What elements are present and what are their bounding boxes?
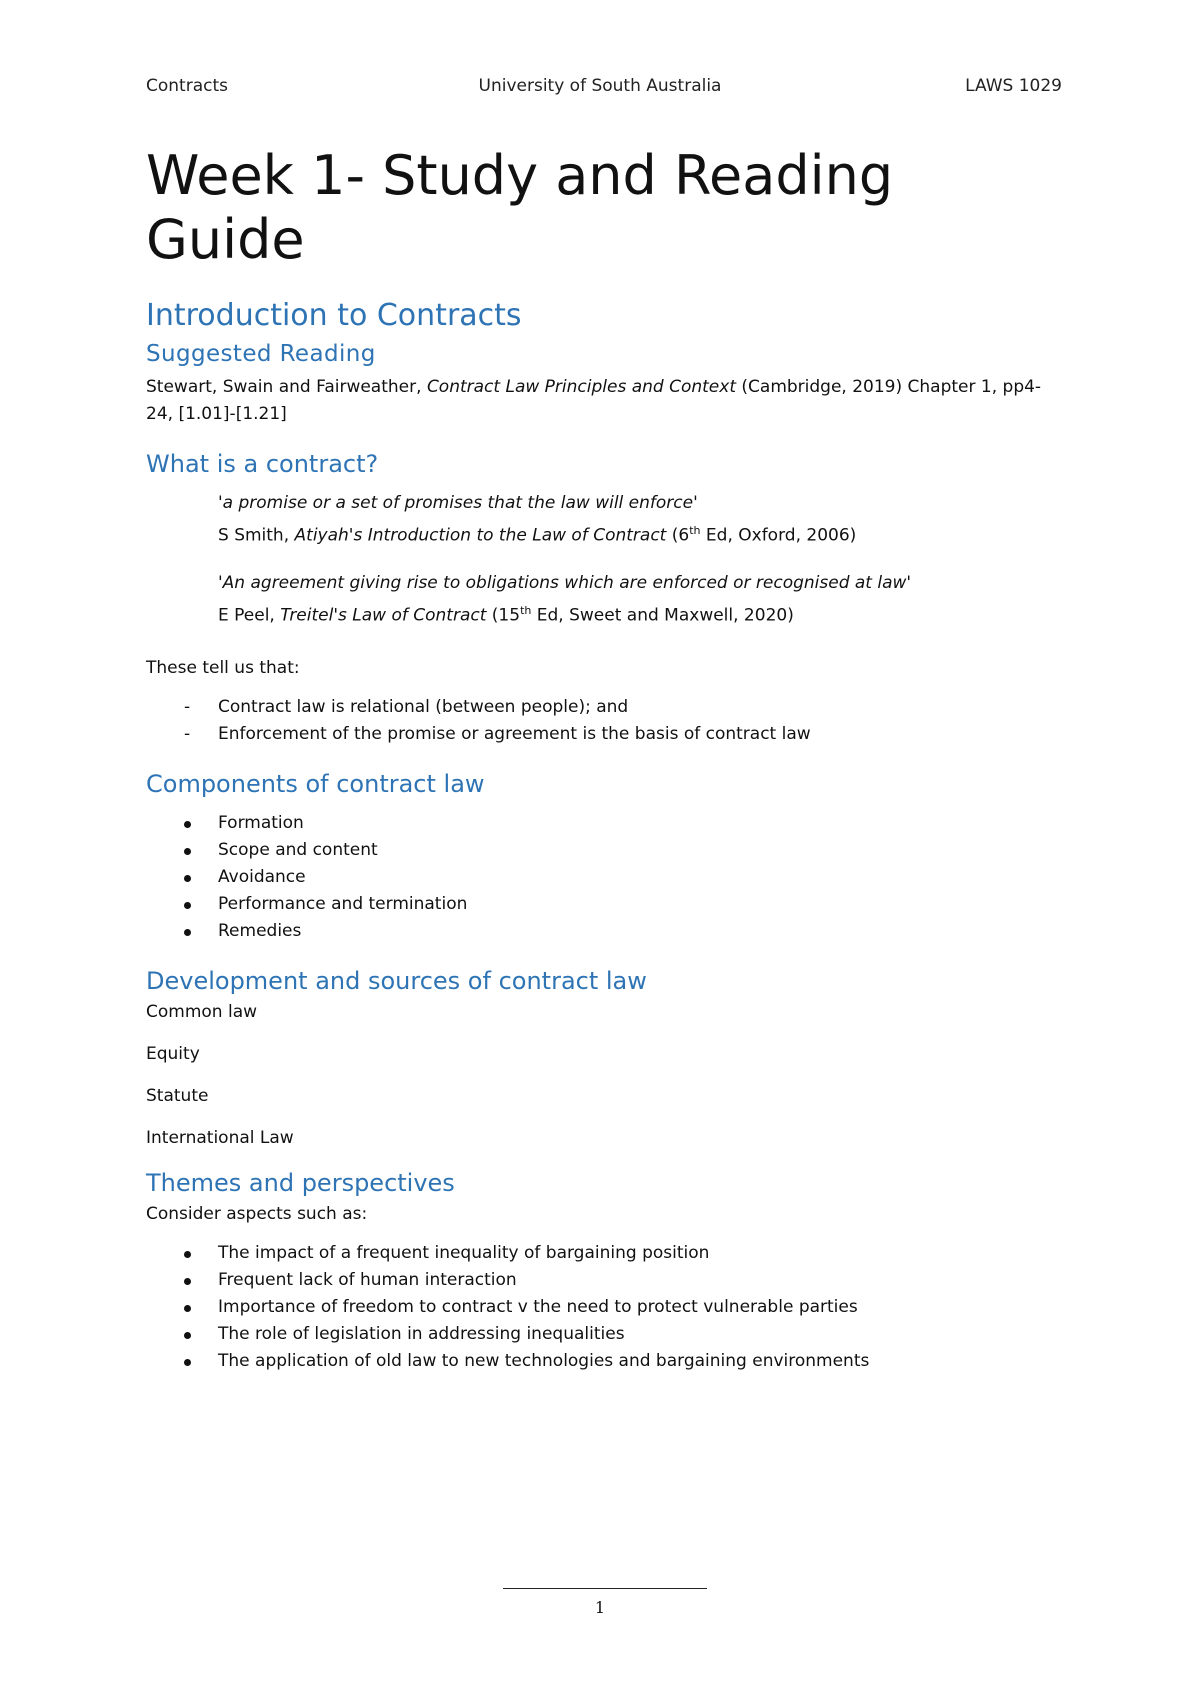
reading-reference bbox=[146, 374, 1066, 428]
quote-citation bbox=[218, 517, 1066, 550]
list-item-text: Frequent lack of human interaction bbox=[218, 1270, 517, 1291]
list-item-text: Enforcement of the promise or agreement is the basis of contract law bbox=[218, 724, 811, 745]
bullet-icon bbox=[184, 1332, 191, 1339]
components-list bbox=[146, 810, 1066, 945]
definition-quote-2 bbox=[218, 570, 1066, 630]
citation-publisher: Ed, Sweet and Maxwell, 2020) bbox=[531, 605, 794, 626]
list-item bbox=[146, 1348, 1066, 1375]
source-item: Statute bbox=[146, 1086, 209, 1107]
source-item: International Law bbox=[146, 1128, 294, 1149]
list-item bbox=[146, 1267, 1066, 1294]
bullet-icon bbox=[184, 1305, 191, 1312]
bullet-icon bbox=[184, 875, 191, 882]
quote-text: 'a promise or a set of promises that the law will enforce' bbox=[218, 493, 698, 513]
bullet-icon bbox=[184, 929, 191, 936]
reading-book-title: Contract Law Principles and Context bbox=[426, 377, 736, 397]
list-item bbox=[146, 810, 1066, 837]
themes-heading: Themes and perspectives bbox=[146, 1169, 455, 1198]
list-item bbox=[146, 1240, 1066, 1267]
list-item bbox=[146, 891, 1066, 918]
citation-superscript: th bbox=[520, 603, 532, 617]
intro-heading: Introduction to Contracts bbox=[146, 298, 522, 333]
bullet-icon bbox=[184, 848, 191, 855]
themes-list bbox=[146, 1240, 1066, 1375]
themes-lead: Consider aspects such as: bbox=[146, 1204, 368, 1225]
list-item bbox=[146, 694, 1066, 721]
components-heading: Components of contract law bbox=[146, 770, 485, 799]
dash-marker: - bbox=[184, 724, 191, 745]
list-item-text: Remedies bbox=[218, 921, 302, 942]
page-title: Week 1- Study and Reading Guide bbox=[146, 144, 894, 271]
list-item-text: The impact of a frequent inequality of bargaining position bbox=[218, 1243, 710, 1264]
list-item-text: Avoidance bbox=[218, 867, 306, 888]
list-item-text: Performance and termination bbox=[218, 894, 468, 915]
quote-text: 'An agreement giving rise to obligations which are enforced or recognised at law' bbox=[218, 572, 912, 593]
citation-edition: (6 bbox=[666, 525, 690, 546]
bullet-icon bbox=[184, 1251, 191, 1258]
source-item: Equity bbox=[146, 1044, 200, 1065]
what-is-contract-heading: What is a contract? bbox=[146, 450, 379, 478]
definition-quote-1 bbox=[218, 490, 1066, 550]
page-number: 1 bbox=[594, 1598, 606, 1617]
dash-list bbox=[146, 694, 1066, 748]
bullet-icon bbox=[184, 1278, 191, 1285]
reading-authors: Stewart, Swain and Fairweather, bbox=[146, 377, 427, 397]
bullet-icon bbox=[184, 902, 191, 909]
list-item-text: Importance of freedom to contract v the need to protect vulnerable parties bbox=[218, 1297, 858, 1318]
source-item: Common law bbox=[146, 1002, 258, 1023]
list-item bbox=[146, 864, 1066, 891]
citation-title: Atiyah's Introduction to the Law of Contract bbox=[294, 525, 667, 546]
list-item-text: The application of old law to new technologies and bargaining environments bbox=[218, 1351, 870, 1372]
sources-list bbox=[146, 999, 1066, 1152]
header-course-code: LAWS 1029 bbox=[965, 76, 1062, 96]
dash-marker: - bbox=[184, 697, 191, 718]
bullet-icon bbox=[184, 1359, 191, 1366]
header-course-name: Contracts bbox=[146, 76, 228, 96]
citation-author: S Smith, bbox=[218, 525, 295, 546]
list-item bbox=[146, 721, 1066, 748]
citation-publisher: Ed, Oxford, 2006) bbox=[700, 525, 857, 546]
citation-edition: (15 bbox=[486, 605, 521, 626]
list-item bbox=[146, 918, 1066, 945]
citation-author: E Peel, bbox=[218, 605, 281, 626]
list-item-text: Formation bbox=[218, 813, 304, 834]
reading-details: (Cambridge, 2019) Chapter 1, pp4-24, [1.01]-[1.21] bbox=[146, 377, 1042, 424]
list-item bbox=[146, 1294, 1066, 1321]
list-item-text: Scope and content bbox=[218, 840, 378, 861]
list-item-text: The role of legislation in addressing inequalities bbox=[218, 1324, 625, 1345]
list-item bbox=[146, 837, 1066, 864]
citation-title: Treitel's Law of Contract bbox=[280, 605, 487, 626]
document-body bbox=[146, 144, 1066, 1375]
header-university: University of South Australia bbox=[478, 76, 722, 96]
list-item-text: Contract law is relational (between people); and bbox=[218, 697, 629, 718]
suggested-reading-heading: Suggested Reading bbox=[146, 341, 376, 367]
footer-rule bbox=[503, 1588, 707, 1589]
bullet-icon bbox=[184, 821, 191, 828]
quote-citation bbox=[218, 597, 1066, 630]
list-item bbox=[146, 1321, 1066, 1348]
sources-heading: Development and sources of contract law bbox=[146, 967, 647, 996]
these-tell-us-lead: These tell us that: bbox=[146, 658, 300, 679]
citation-superscript: th bbox=[689, 524, 701, 537]
